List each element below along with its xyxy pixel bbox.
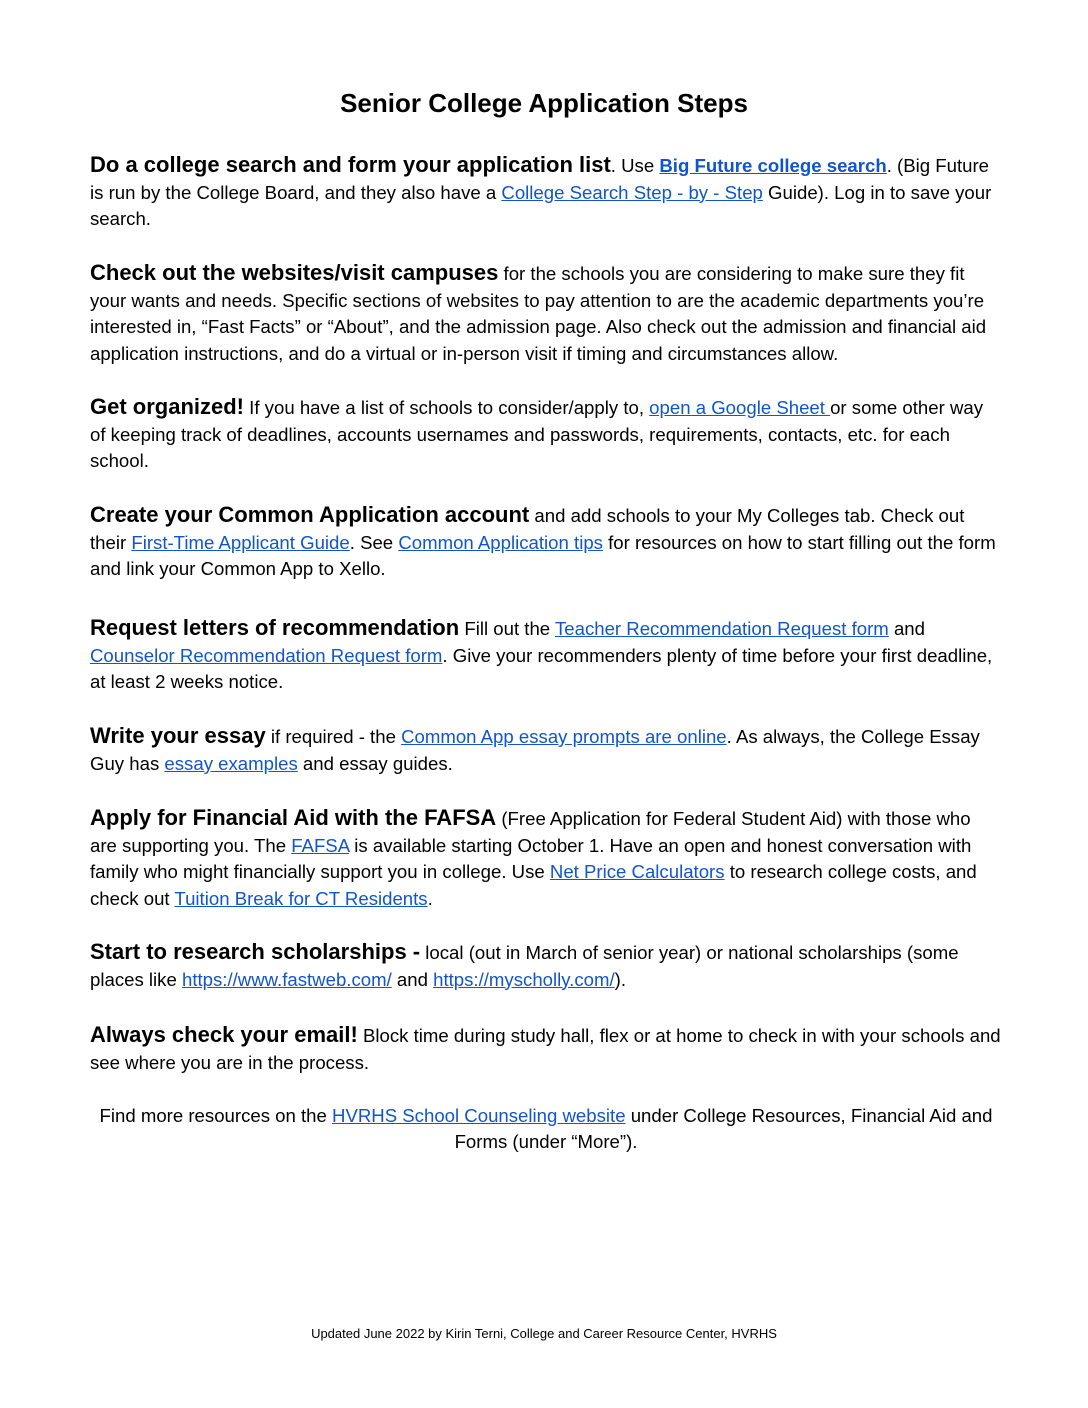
body-text: (Free Application for Federal Student Aid) with those who are supporting you. The: [90, 808, 971, 856]
teacher-recommendation-link[interactable]: Teacher Recommendation Request form: [554, 618, 889, 639]
step-heading: Do a college search and form your application list: [90, 152, 611, 177]
step-fafsa: [90, 805, 1002, 912]
body-text: Fill out the: [459, 618, 555, 639]
step-check-email: [90, 1022, 1002, 1076]
body-text: under College Resources, Financial Aid and Forms (under “More”).: [454, 1105, 993, 1152]
body-text: Guide). Log in to save your search.: [90, 181, 992, 229]
step-get-organized: [90, 394, 1002, 475]
body-text: to research college costs, and check out: [90, 861, 977, 909]
body-text: is available starting October 1. Have an open and honest conversation with family who might financially support you in college. Use: [90, 834, 972, 882]
net-price-calculators-link[interactable]: Net Price Calculators: [549, 861, 725, 882]
body-text: and add schools to your My Colleges tab. Check out their: [90, 505, 965, 553]
tuition-break-link[interactable]: Tuition Break for CT Residents: [174, 887, 428, 909]
step-heading: Get organized!: [90, 394, 245, 419]
body-text: If you have a list of schools to consider/apply to,: [244, 397, 650, 418]
body-text: Block time during study hall, flex or at home to check in with your schools and see where you are in the process.: [90, 1025, 1001, 1073]
step-heading: Write your essay: [90, 723, 266, 748]
step-heading: Always check your email!: [90, 1022, 358, 1047]
hvrhs-counseling-link[interactable]: HVRHS School Counseling website: [332, 1105, 626, 1126]
step-college-search: [90, 152, 1002, 233]
resources-note: [90, 1103, 1002, 1155]
body-text: . Use: [610, 155, 660, 176]
college-search-guide-link[interactable]: College Search Step - by - Step: [501, 181, 763, 203]
counselor-recommendation-link[interactable]: Counselor Recommendation Request form: [90, 644, 443, 666]
essay-examples-link[interactable]: essay examples: [164, 752, 298, 774]
body-text: ).: [614, 968, 626, 990]
body-text: or some other way of keeping track of deadlines, accounts usernames and passwords, requirements, contacts, etc. for each school.: [90, 397, 984, 471]
step-heading: Apply for Financial Aid with the FAFSA: [90, 805, 497, 830]
body-text: for the schools you are considering to make sure they fit your wants and needs. Specific sections of websites to pay attention to are the academic departments you’re interested in, “Fast Facts” or “About”, and the admission page. Also check out the admission and financial aid application instructions, and do a virtual or in-person visit if timing and circumstances allow.: [90, 263, 987, 364]
body-text: . (Big Future is run by the College Board, and they also have a: [90, 155, 990, 203]
step-websites: [90, 260, 1002, 367]
body-text: .: [427, 887, 433, 909]
body-text: and: [888, 618, 925, 639]
step-heading: Check out the websites/visit campuses: [90, 260, 499, 285]
common-app-tips-link[interactable]: Common Application tips: [398, 531, 603, 553]
myscholly-link[interactable]: https://myscholly.com/: [433, 968, 615, 990]
google-sheet-link[interactable]: open a Google Sheet: [649, 397, 831, 418]
step-heading: Start to research scholarships -: [90, 939, 421, 964]
big-future-link[interactable]: Big Future college search: [659, 155, 887, 176]
first-time-applicant-guide-link[interactable]: First-Time Applicant Guide: [131, 531, 350, 553]
step-common-app: [90, 502, 1002, 583]
body-text: local (out in March of senior year) or national scholarships (some places like: [90, 942, 959, 990]
fastweb-link[interactable]: https://www.fastweb.com/: [181, 968, 392, 990]
step-recommendations: [90, 615, 1002, 696]
body-text: . See: [349, 531, 399, 553]
page-title: Senior College Application Steps: [340, 88, 748, 118]
updated-footer: Updated June 2022 by Kirin Terni, College and Career Resource Center, HVRHS: [311, 1326, 777, 1341]
step-essay: [90, 723, 1002, 777]
fafsa-link[interactable]: FAFSA: [291, 834, 350, 856]
body-text: Find more resources on the: [99, 1105, 333, 1126]
body-text: . As always, the College Essay Guy has: [90, 726, 980, 774]
step-heading: Request letters of recommendation: [90, 615, 460, 640]
step-heading: Create your Common Application account: [90, 502, 530, 527]
body-text: for resources on how to start filling out the form and link your Common App to Xello.: [90, 531, 996, 579]
body-text: and: [391, 968, 434, 990]
step-scholarships: [90, 939, 1002, 993]
body-text: . Give your recommenders plenty of time before your first deadline, at least 2 weeks notice.: [90, 644, 993, 692]
body-text: if required - the: [265, 726, 402, 747]
essay-prompts-link[interactable]: Common App essay prompts are online: [401, 726, 727, 747]
body-text: and essay guides.: [297, 752, 453, 774]
